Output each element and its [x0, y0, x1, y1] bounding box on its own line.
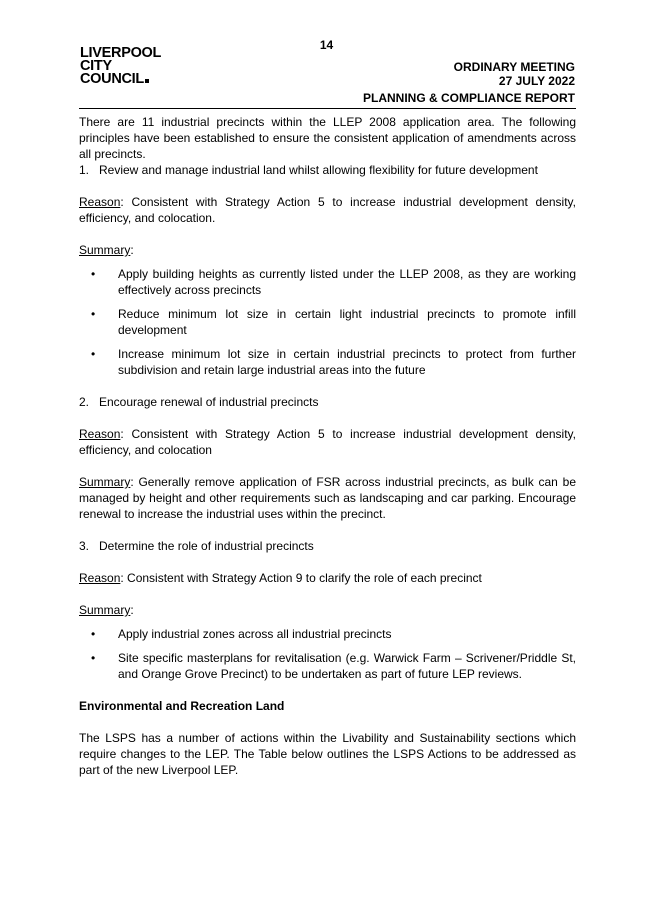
principle-number: 3. [79, 539, 90, 553]
section-heading: Environmental and Recreation Land [79, 699, 285, 713]
list-item: • Increase minimum lot size in certain industrial precincts to protect from further subdivision and retain large industrial areas into the future [79, 346, 576, 378]
page-number: 14 [319, 38, 334, 52]
principle-3-bullets [79, 626, 576, 682]
principle-title: Determine the role of industrial precincts [99, 539, 314, 553]
principle-1-summary: Summary: [79, 243, 134, 257]
principle-2-summary [79, 474, 576, 522]
principle-1-bullets [79, 266, 576, 378]
meeting-date: 27 JULY 2022 [498, 74, 575, 88]
intro-paragraph: There are 11 industrial precincts within the LLEP 2008 application area. The following principles have been established to ensure the consistent application of amendments across all precincts. [79, 115, 576, 161]
reason-label: Reason [79, 571, 121, 585]
principle-3-summary: Summary: [79, 603, 134, 617]
bullet-icon: • [91, 267, 96, 281]
summary-label: Summary [79, 475, 131, 489]
principle-3-title [79, 538, 576, 554]
list-item: • Reduce minimum lot size in certain light industrial precincts to promote infill development [79, 306, 576, 338]
summary-label: Summary [79, 603, 131, 617]
summary-text: : Generally remove application of FSR across industrial precincts, as bulk can be managed by height and other requirements such as landscaping and car parking. Encourage renewal to increase the industrial uses within the precinct. [79, 475, 576, 521]
bullet-icon: • [91, 307, 96, 321]
principle-3-reason [79, 570, 576, 586]
logo-line: CITY [80, 58, 112, 74]
council-logo [80, 47, 161, 86]
bullet-icon: • [91, 651, 96, 665]
principle-2-reason [79, 426, 576, 458]
logo-line: LIVERPOOL [80, 45, 162, 61]
principle-1-title [79, 162, 576, 178]
reason-text: : Consistent with Strategy Action 5 to increase industrial development density, efficiency, and colocation. [79, 195, 576, 225]
reason-label: Reason [79, 195, 121, 209]
report-title: PLANNING & COMPLIANCE REPORT [362, 91, 575, 105]
principle-title: Encourage renewal of industrial precincts [99, 395, 319, 409]
bullet-icon: • [91, 627, 96, 641]
reason-text: : Consistent with Strategy Action 9 to clarify the role of each precinct [120, 571, 482, 585]
principle-title: Review and manage industrial land whilst allowing flexibility for future development [99, 163, 538, 177]
section-body: The LSPS has a number of actions within the Livability and Sustainability sections which require changes to the LEP. The Table below outlines the LSPS Actions to be addressed as part of the new Liverpool LEP. [79, 731, 576, 777]
bullet-icon: • [91, 347, 96, 361]
meeting-title: ORDINARY MEETING [453, 60, 575, 74]
principle-number: 2. [79, 395, 90, 409]
principle-1-reason [79, 194, 576, 226]
header-divider [79, 108, 576, 109]
summary-label: Summary [79, 243, 131, 257]
document-body [79, 114, 576, 778]
list-item: • Apply industrial zones across all industrial precincts [79, 626, 576, 642]
logo-dot-icon [145, 79, 149, 83]
logo-line: COUNCIL [80, 73, 161, 86]
list-item: • Apply building heights as currently listed under the LLEP 2008, as they are working effectively across precincts [79, 266, 576, 298]
list-item: • Site specific masterplans for revitalisation (e.g. Warwick Farm – Scrivener/Priddle St, and Orange Grove Precinct) to be undertaken as part of future LEP reviews. [79, 650, 576, 682]
reason-label: Reason [79, 427, 121, 441]
principle-number: 1. [79, 163, 90, 177]
reason-text: : Consistent with Strategy Action 5 to increase industrial development density, efficiency, and colocation [79, 427, 576, 457]
principle-2-title [79, 394, 576, 410]
